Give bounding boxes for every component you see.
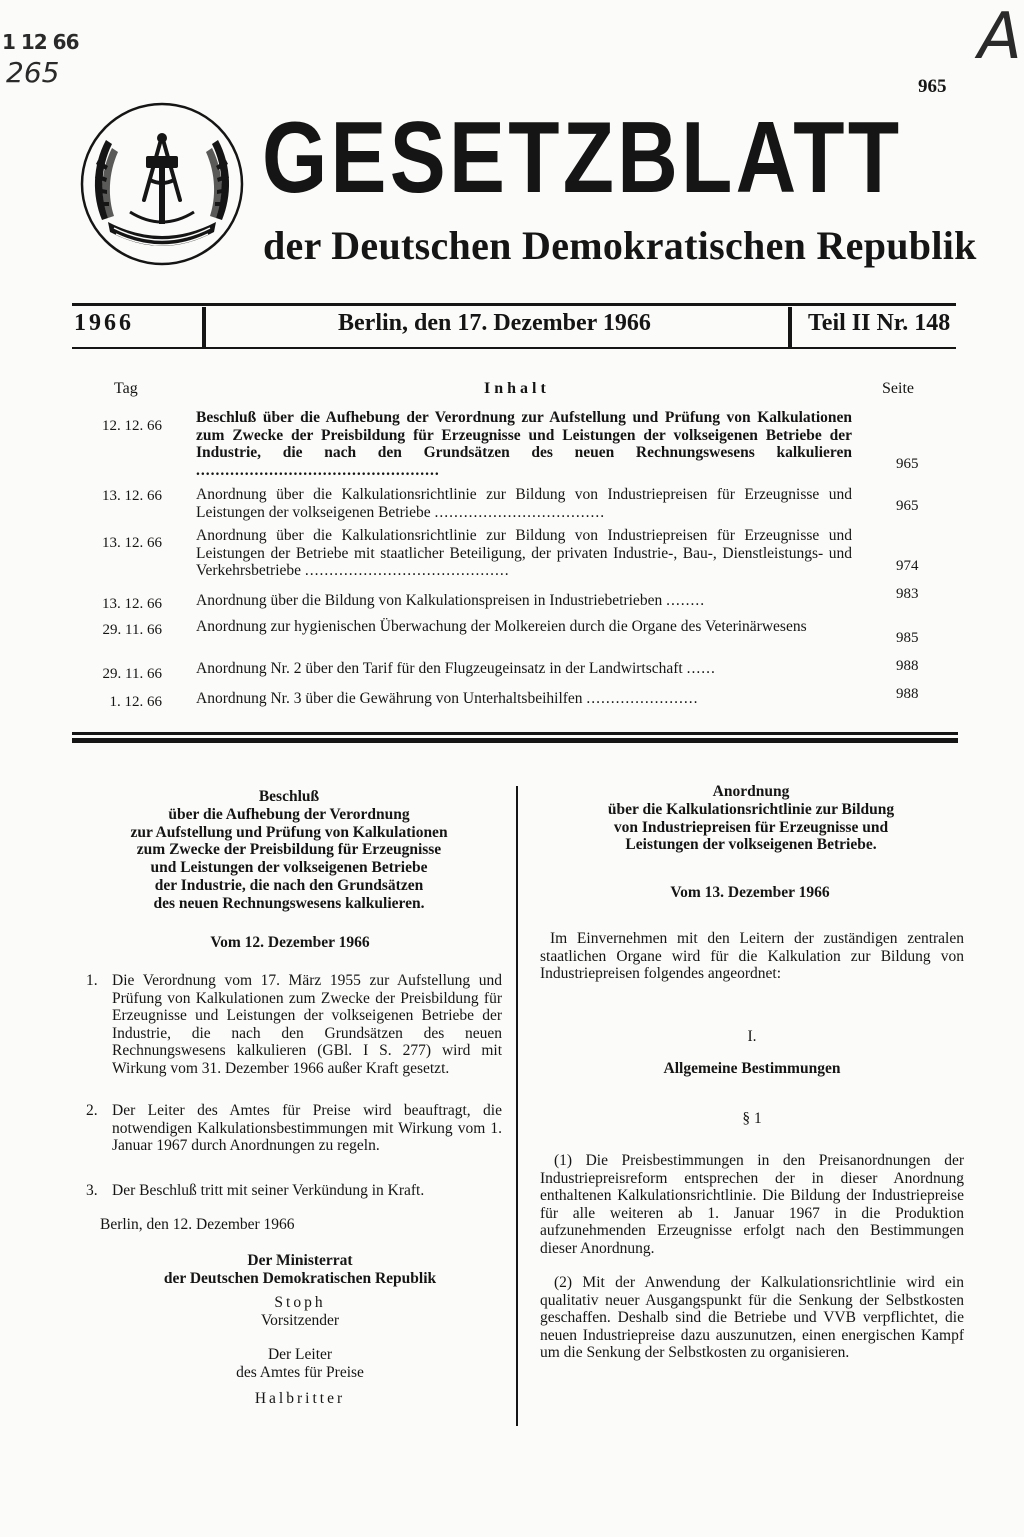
toc-entry-date: 12. 12. 66 [102, 418, 162, 434]
signer-role-office: des Amtes für Preise [236, 1364, 364, 1381]
ordinance-paragraph-1: (1) Die Preisbestimmungen in den Preisanordnungen der Industriepreisreform entsprechen der in dieser Anordnung enthaltenen Kalkulationsrichtlinie. Die Bildung der Industriepreise für alle weiteren ab 1. Januar 1967 in die Produktion aufzunehmenden Erzeugnisse erfolgt nach den Bestimmungen dieser Anordnung. [540, 1152, 964, 1257]
signer-name: Stoph [274, 1294, 326, 1311]
toc-entry-date: 13. 12. 66 [102, 596, 162, 612]
toc-entry-page: 983 [896, 586, 919, 602]
ordinance-paragraph-2: (2) Mit der Anwendung der Kalkulationsrichtlinie wird ein qualitativ neuer Ausgangspunkt für die Senkung der Selbstkosten geschaffen. Deshalb sind die Betriebe und VVB verpflichtet, die neuen Industriepreise dazu auszunutzen, einen energischen Kampf um die Senkung der Selbstkosten zu organisieren. [540, 1274, 964, 1362]
signer-role: Der Leiter [267, 1346, 333, 1363]
toc-entry-page: 965 [896, 498, 919, 514]
ordinance-date: Vom 13. Dezember 1966 [670, 884, 830, 901]
column-divider [516, 786, 518, 1426]
toc-header-contents: Inhalt [484, 380, 550, 397]
page-number: 965 [918, 76, 947, 97]
section-numeral: I. [747, 1028, 757, 1045]
toc-entry-date: 29. 11. 66 [102, 666, 162, 682]
toc-entry-text: Anordnung über die Kalkulationsrichtlinie zur Bildung von Industriepreisen für Erzeugnisse und Leistungen der volkseigenen Betriebe ................................... [196, 486, 852, 521]
toc-entry-date: 29. 11. 66 [102, 622, 162, 638]
corner-mark: A [978, 0, 1022, 74]
toc-bottom-rule [72, 732, 958, 735]
margin-annotation-number: 265 [6, 56, 60, 89]
issue-year: 1966 [74, 310, 134, 336]
ordinance-title: Anordnung über die Kalkulationsrichtlinie zur Bildung von Industriepreisen für Erzeugnisse und Leistungen der volkseigenen Betriebe. [607, 783, 895, 854]
toc-entry-text: Anordnung zur hygienischen Überwachung der Molkereien durch die Organe des Veterinärwesens [196, 618, 807, 635]
toc-entry-text: Anordnung Nr. 3 über die Gewährung von Unterhaltsbeihilfen ....................... [196, 690, 699, 707]
toc-entry-page: 965 [896, 456, 919, 472]
toc-entry-text: Beschluß über die Aufhebung der Verordnung zur Aufstellung und Prüfung von Kalkulationen zum Zwecke der Preisbildung für Erzeugnisse und Leistungen der volkseigenen Betriebe der Industrie, die nach den Grundsätzen des neuen Rechnungswesens kalkulieren .................................................. [196, 409, 852, 479]
paragraph-sign: § 1 [742, 1110, 762, 1127]
toc-entry-page: 988 [896, 686, 919, 702]
signer-name: Halbritter [254, 1390, 346, 1407]
decision-item: 2. Der Leiter des Amtes für Preise wird beauftragt, die notwendigen Kalkulationsbestimmungen mit Wirkung vom 1. Januar 1967 durch Anordnungen zu regeln. [86, 1102, 502, 1155]
toc-header-day: Tag [114, 380, 138, 397]
margin-annotation-date: 1 12 66 [2, 30, 79, 54]
signatory-org-full: der Deutschen Demokratischen Republik [163, 1270, 437, 1287]
toc-entry-page: 985 [896, 630, 919, 646]
issue-part-number: Teil II Nr. 148 [808, 310, 951, 336]
place-date: Berlin, den 12. Dezember 1966 [100, 1216, 295, 1233]
signatory-org: Der Ministerrat [247, 1252, 353, 1269]
decision-title: Beschluß über die Aufhebung der Verordnung zur Aufstellung und Prüfung von Kalkulationen zum Zwecke der Preisbildung für Erzeugnisse und Leistungen der volkseigenen Betriebe der Industrie, die nach den Grundsätzen des neuen Rechnungswesens kalkulieren. [130, 788, 448, 912]
toc-entry-text: Anordnung Nr. 2 über den Tarif für den Flugzeugeinsatz in der Landwirtschaft ...... [196, 660, 716, 677]
masthead-title: GESETZBLATT [262, 102, 903, 214]
toc-entry-text: Anordnung über die Bildung von Kalkulationspreisen in Industriebetrieben ........ [196, 592, 706, 609]
toc-entry-page: 988 [896, 658, 919, 674]
toc-header-page: Seite [882, 380, 914, 397]
toc-bottom-rule-thick [72, 738, 958, 743]
issue-date: Berlin, den 17. Dezember 1966 [338, 310, 651, 336]
issue-divider-left [202, 307, 206, 347]
issue-divider-right [788, 307, 792, 347]
ordinance-intro: Im Einvernehmen mit den Leitern der zuständigen zentralen staatlichen Organe wird für die Kalkulation zur Bildung von Industriepreisen folgendes angeordnet: [540, 930, 964, 983]
toc-entry-date: 13. 12. 66 [102, 488, 162, 504]
state-emblem-icon [78, 100, 246, 268]
signer-title: Vorsitzender [260, 1312, 340, 1329]
decision-date: Vom 12. Dezember 1966 [210, 934, 370, 951]
decision-item: 1. Die Verordnung vom 17. März 1955 zur Aufstellung und Prüfung von Kalkulationen zum Zwecke der Preisbildung für Erzeugnisse und Leistungen der volkseigenen Betriebe der Industrie, die nach den Grundsätzen des neuen Rechnungswesens kalkulieren (GBl. I S. 277) wird mit Wirkung vom 31. Dezember 1966 außer Kraft gesetzt. [86, 972, 502, 1077]
issue-top-rule [72, 303, 956, 306]
toc-entry-text: Anordnung über die Kalkulationsrichtlinie zur Bildung von Industriepreisen für Erzeugnisse und Leistungen der Betriebe mit staatlicher Beteiligung, der privaten Industrie-, Bau-, Dienstleistungs- und Verkehrsbetriebe .......................................... [196, 527, 852, 579]
toc-entry-date: 13. 12. 66 [102, 535, 162, 551]
decision-item: 3. Der Beschluß tritt mit seiner Verkündung in Kraft. [86, 1182, 425, 1199]
toc-entry-date: 1. 12. 66 [109, 694, 162, 710]
section-title: Allgemeine Bestimmungen [663, 1060, 841, 1077]
toc-entry-page: 974 [896, 558, 919, 574]
masthead-subtitle: der Deutschen Demokratischen Republik [263, 223, 977, 268]
issue-bottom-rule [72, 347, 956, 349]
